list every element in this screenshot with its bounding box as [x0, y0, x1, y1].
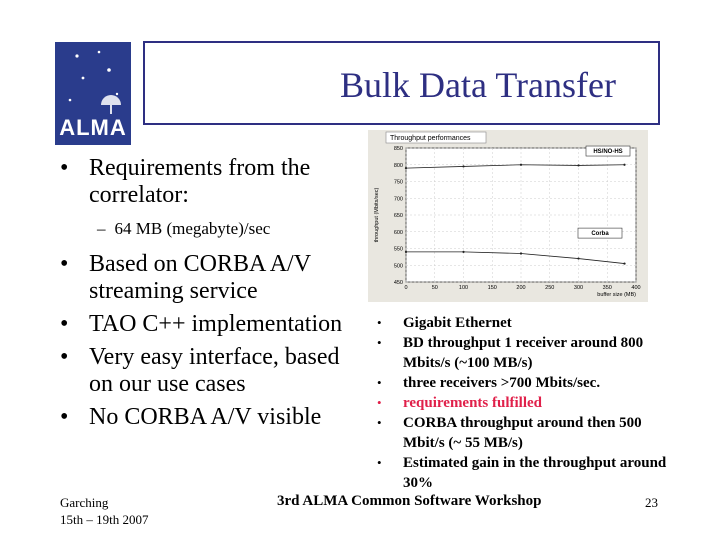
legend-label: HS/NO-HS: [593, 149, 623, 156]
y-tick-label: 700: [393, 196, 403, 203]
series-point: [577, 257, 579, 259]
alma-logo: [55, 42, 131, 145]
right-bullet: • Gigabit Ethernet: [377, 313, 667, 333]
x-tick-label: 300: [573, 285, 584, 291]
y-tick-label: 500: [393, 263, 403, 270]
left-bullet: • TAO C++ implementation: [60, 311, 360, 338]
x-tick-label: 200: [516, 285, 526, 291]
y-tick-label: 850: [393, 146, 403, 152]
series-point: [520, 164, 522, 166]
x-tick-label: 400: [631, 285, 641, 291]
y-tick-label: 650: [393, 213, 403, 219]
right-bullet-highlight: • requirements fulfilled: [377, 393, 667, 413]
series-point: [623, 262, 625, 264]
series-point: [462, 165, 464, 167]
x-tick-label: 350: [602, 285, 612, 291]
right-bullet: • BD throughput 1 receiver around 800 Mbits/s (~100 MB/s): [377, 333, 667, 373]
x-tick-label: 100: [458, 285, 469, 291]
y-tick-label: 450: [393, 280, 403, 286]
x-tick-label: 150: [487, 285, 497, 291]
left-bullet: • Very easy interface, based on our use cases: [60, 344, 360, 398]
chart-title: Throughput performances: [390, 135, 471, 142]
left-bullet: • Based on CORBA A/V streaming service: [60, 251, 360, 305]
left-bullet: • No CORBA A/V visible: [60, 404, 360, 431]
series-point: [577, 164, 579, 166]
series-point: [520, 252, 522, 254]
logo-text: ALMA: [59, 115, 127, 140]
series-point: [623, 164, 625, 166]
left-bullet-list: [60, 155, 360, 431]
left-bullet: • Requirements from the correlator:: [60, 155, 360, 209]
x-axis-label: buffer size (MB): [597, 292, 636, 298]
right-bullet: • CORBA throughput around then 500 Mbit/s (~ 55 MB/s): [377, 413, 667, 453]
y-tick-label: 600: [393, 229, 403, 236]
x-tick-label: 50: [431, 285, 438, 291]
footer-dates: 15th – 19th 2007: [60, 512, 149, 527]
y-tick-label: 550: [393, 246, 403, 253]
series-point: [405, 167, 407, 169]
series-point: [462, 251, 464, 253]
slide-title: Bulk Data Transfer: [340, 65, 616, 105]
x-tick-label: 250: [545, 285, 555, 291]
series-point: [405, 251, 407, 253]
page-number: 23: [645, 495, 658, 510]
x-tick-label: 0: [404, 285, 408, 291]
footer-city: Garching: [60, 495, 109, 510]
footer-event: 3rd ALMA Common Software Workshop: [277, 493, 542, 509]
sub-bullet: – 64 MB (megabyte)/sec: [97, 219, 270, 239]
y-tick-label: 800: [393, 162, 403, 169]
legend-label: Corba: [591, 231, 609, 238]
y-axis-label: throughput (Mbits/sec): [374, 187, 380, 243]
right-bullet-list: [377, 313, 667, 493]
right-bullet: • three receivers >700 Mbits/sec.: [377, 373, 667, 393]
right-bullet: • Estimated gain in the throughput around 30%: [377, 453, 667, 493]
footer-location: [60, 494, 148, 528]
chart-svg: [368, 130, 648, 302]
throughput-chart: [368, 130, 648, 302]
y-tick-label: 750: [393, 179, 403, 186]
